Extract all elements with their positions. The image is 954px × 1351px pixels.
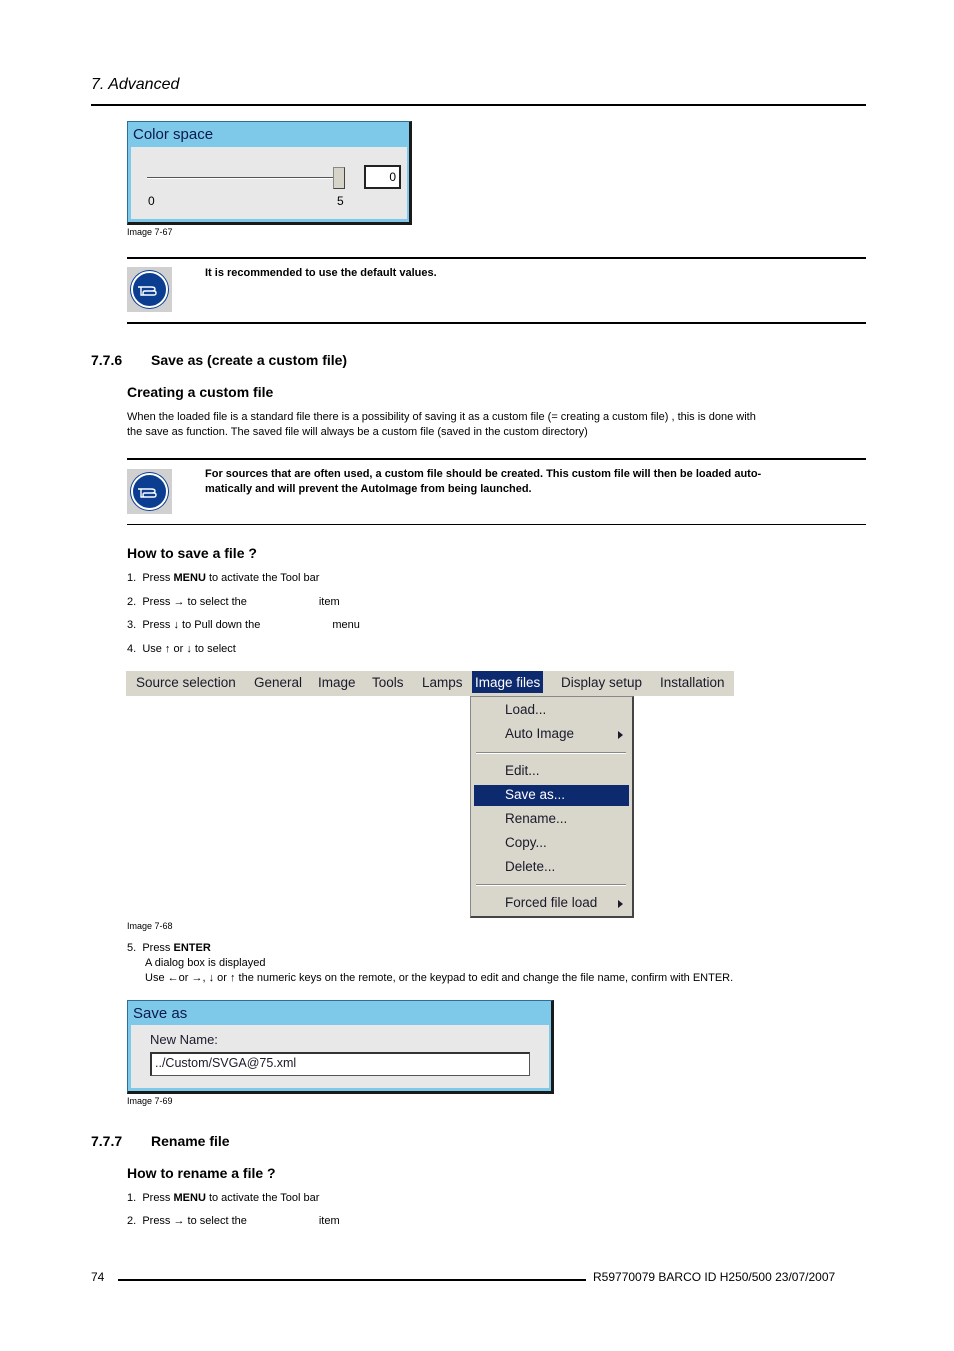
section-number: 7.7.7 xyxy=(91,1133,123,1149)
image-caption: Image 7-69 xyxy=(127,1096,173,1106)
chapter-title: 7. Advanced xyxy=(91,76,180,93)
dropdown-item-forced-file-load[interactable]: Forced file load xyxy=(474,893,629,914)
pointing-hand-icon xyxy=(131,271,168,308)
step-3: 3. Press ↓ to Pull down the menu xyxy=(127,619,360,631)
section-title: Rename file xyxy=(151,1133,230,1149)
header-divider xyxy=(91,104,866,106)
note-text: It is recommended to use the default values. xyxy=(205,267,437,279)
paragraph-line-1: When the loaded file is a standard file there is a possibility of saving it as a custom file (= creating a custom file) , this is done with xyxy=(127,411,756,423)
rename-step-1: 1. Press MENU to activate the Tool bar xyxy=(127,1192,320,1204)
section-heading-776 xyxy=(91,352,347,368)
save-as-dialog-title: Save as xyxy=(133,1005,188,1022)
note-bottom-divider xyxy=(127,322,866,324)
tool-bar xyxy=(126,671,734,696)
dropdown-item-rename[interactable]: Rename... xyxy=(505,811,568,826)
image-caption: Image 7-68 xyxy=(127,921,173,931)
dropdown-item-copy[interactable]: Copy... xyxy=(505,835,547,850)
dropdown-item-auto-image[interactable]: Auto Image xyxy=(474,724,629,745)
step-5: 5. Press ENTER xyxy=(127,942,211,954)
menu-image[interactable]: Image xyxy=(318,675,356,690)
note-icon-box xyxy=(127,267,172,312)
page-number: 74 xyxy=(91,1270,105,1284)
pointing-hand-icon xyxy=(131,473,168,510)
section-title: Save as (create a custom file) xyxy=(151,352,348,368)
step-5-line-2: A dialog box is displayed xyxy=(145,957,266,969)
new-name-label: New Name: xyxy=(150,1032,218,1047)
subheading-creating-custom-file: Creating a custom file xyxy=(127,384,274,400)
step-1: 1. Press MENU to activate the Tool bar xyxy=(127,572,320,584)
color-space-dialog xyxy=(127,121,412,225)
note-top-divider xyxy=(127,257,866,259)
menu-separator xyxy=(476,884,626,886)
image-caption: Image 7-67 xyxy=(127,227,173,237)
note-text-line-1: For sources that are often used, a custom file should be created. This custom file will then be loaded auto- xyxy=(205,468,762,480)
color-space-dialog-title: Color space xyxy=(133,126,214,143)
color-space-dialog-body xyxy=(131,147,407,219)
paragraph-line-2: the save as function. The saved file will always be a custom file (saved in the custom directory) xyxy=(127,426,588,438)
dropdown-item-delete[interactable]: Delete... xyxy=(505,859,556,874)
note-bottom-divider xyxy=(127,524,866,525)
image-files-dropdown xyxy=(470,696,634,918)
menu-image-files[interactable]: Image files xyxy=(472,671,543,693)
key-menu: MENU xyxy=(173,572,206,584)
footer-divider xyxy=(118,1279,586,1281)
submenu-arrow-icon xyxy=(618,900,623,908)
dropdown-item-save-as[interactable]: Save as... xyxy=(474,785,629,806)
subheading-how-to-save: How to save a file ? xyxy=(127,545,257,561)
step-2: 2. Press → to select the item xyxy=(127,596,340,608)
menu-source-selection[interactable]: Source selection xyxy=(136,675,236,690)
menu-separator xyxy=(476,752,626,754)
menu-display-setup[interactable]: Display setup xyxy=(561,675,643,690)
menu-installation[interactable]: Installation xyxy=(660,675,725,690)
menu-lamps[interactable]: Lamps xyxy=(422,675,463,690)
step-4: 4. Use ↑ or ↓ to select xyxy=(127,643,236,655)
dropdown-item-edit[interactable]: Edit... xyxy=(505,763,540,778)
step-5-line-3: Use ←or →, ↓ or ↑ the numeric keys on the remote, or the keypad to edit and change the file name, confirm with ENTER. xyxy=(145,972,734,984)
section-heading-777 xyxy=(91,1133,230,1149)
menu-general[interactable]: General xyxy=(254,675,303,690)
menu-tools[interactable]: Tools xyxy=(372,675,404,690)
rename-step-2: 2. Press → to select the item xyxy=(127,1215,340,1227)
subheading-how-to-rename: How to rename a file ? xyxy=(127,1165,276,1181)
submenu-arrow-icon xyxy=(618,731,623,739)
footer-document-info: R59770079 BARCO ID H250/500 23/07/2007 xyxy=(593,1270,836,1284)
color-space-value-field[interactable]: 0 xyxy=(364,165,401,189)
save-as-dialog-body xyxy=(131,1025,549,1088)
color-space-slider-thumb[interactable] xyxy=(333,167,345,189)
slider-max-label: 5 xyxy=(337,194,344,208)
note-icon-box xyxy=(127,469,172,514)
save-as-dialog xyxy=(127,1000,554,1094)
dropdown-item-load[interactable]: Load... xyxy=(505,702,547,717)
new-name-input[interactable]: ../Custom/SVGA@75.xml xyxy=(150,1052,530,1076)
slider-min-label: 0 xyxy=(148,194,155,208)
color-space-slider-track[interactable] xyxy=(147,177,343,179)
key-menu: MENU xyxy=(173,1192,206,1204)
note-text-line-2: matically and will prevent the AutoImage from being launched. xyxy=(205,483,532,495)
key-enter: ENTER xyxy=(173,942,211,954)
note-top-divider xyxy=(127,458,866,460)
section-number: 7.7.6 xyxy=(91,352,123,368)
